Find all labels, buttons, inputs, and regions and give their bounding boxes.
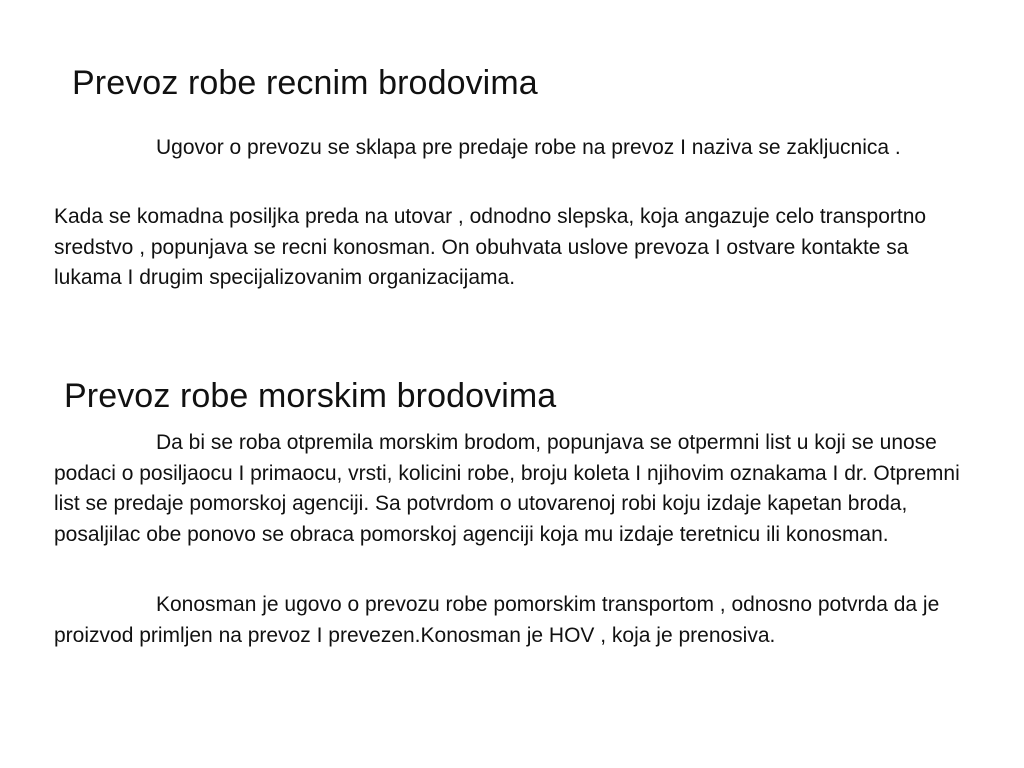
paragraph-shipping-list [54, 428, 974, 550]
paragraph-text: Konosman je ugovo o prevozu robe pomorskim transportom , odnosno potvrda da je proizvod primljen na prevoz I prevezen.Konosman je HOV , koja je prenosiva. [54, 593, 940, 647]
section-heading-sea-transport: Prevoz robe morskim brodovima [64, 377, 557, 415]
paragraph-text: Kada se komadna posiljka preda na utovar , odnodno slepska, koja angazuje celo transportno sredstvo , popunjava se recni konosman. On obuhvata uslove prevoza I ostvare kontakte sa lukama I drugim specijalizovanim organizacijama. [54, 205, 927, 289]
paragraph-contract-river [54, 133, 974, 164]
paragraph-text: Ugovor o prevozu se sklapa pre predaje robe na prevoz I naziva se zakljucnica . [156, 136, 901, 159]
paragraph-text: Da bi se roba otpremila morskim brodom, popunjava se otpermni list u koji se unose podaci o posiljaocu I primaocu, vrsti, kolicini robe, broju koleta I njihovim oznakama I dr. Otpremni list se predaje pomorskoj agenciji. Sa potvrdom o utovarenoj robi koju izdaje kapetan broda, posaljilac obe ponovo se obraca pomorskoj agenciji koja mu izdaje teretnicu ili konosman. [54, 431, 960, 546]
section-heading-river-transport: Prevoz robe recnim brodovima [72, 64, 538, 102]
paragraph-river-bill-of-lading [54, 202, 974, 294]
paragraph-sea-bill-of-lading [54, 590, 974, 651]
